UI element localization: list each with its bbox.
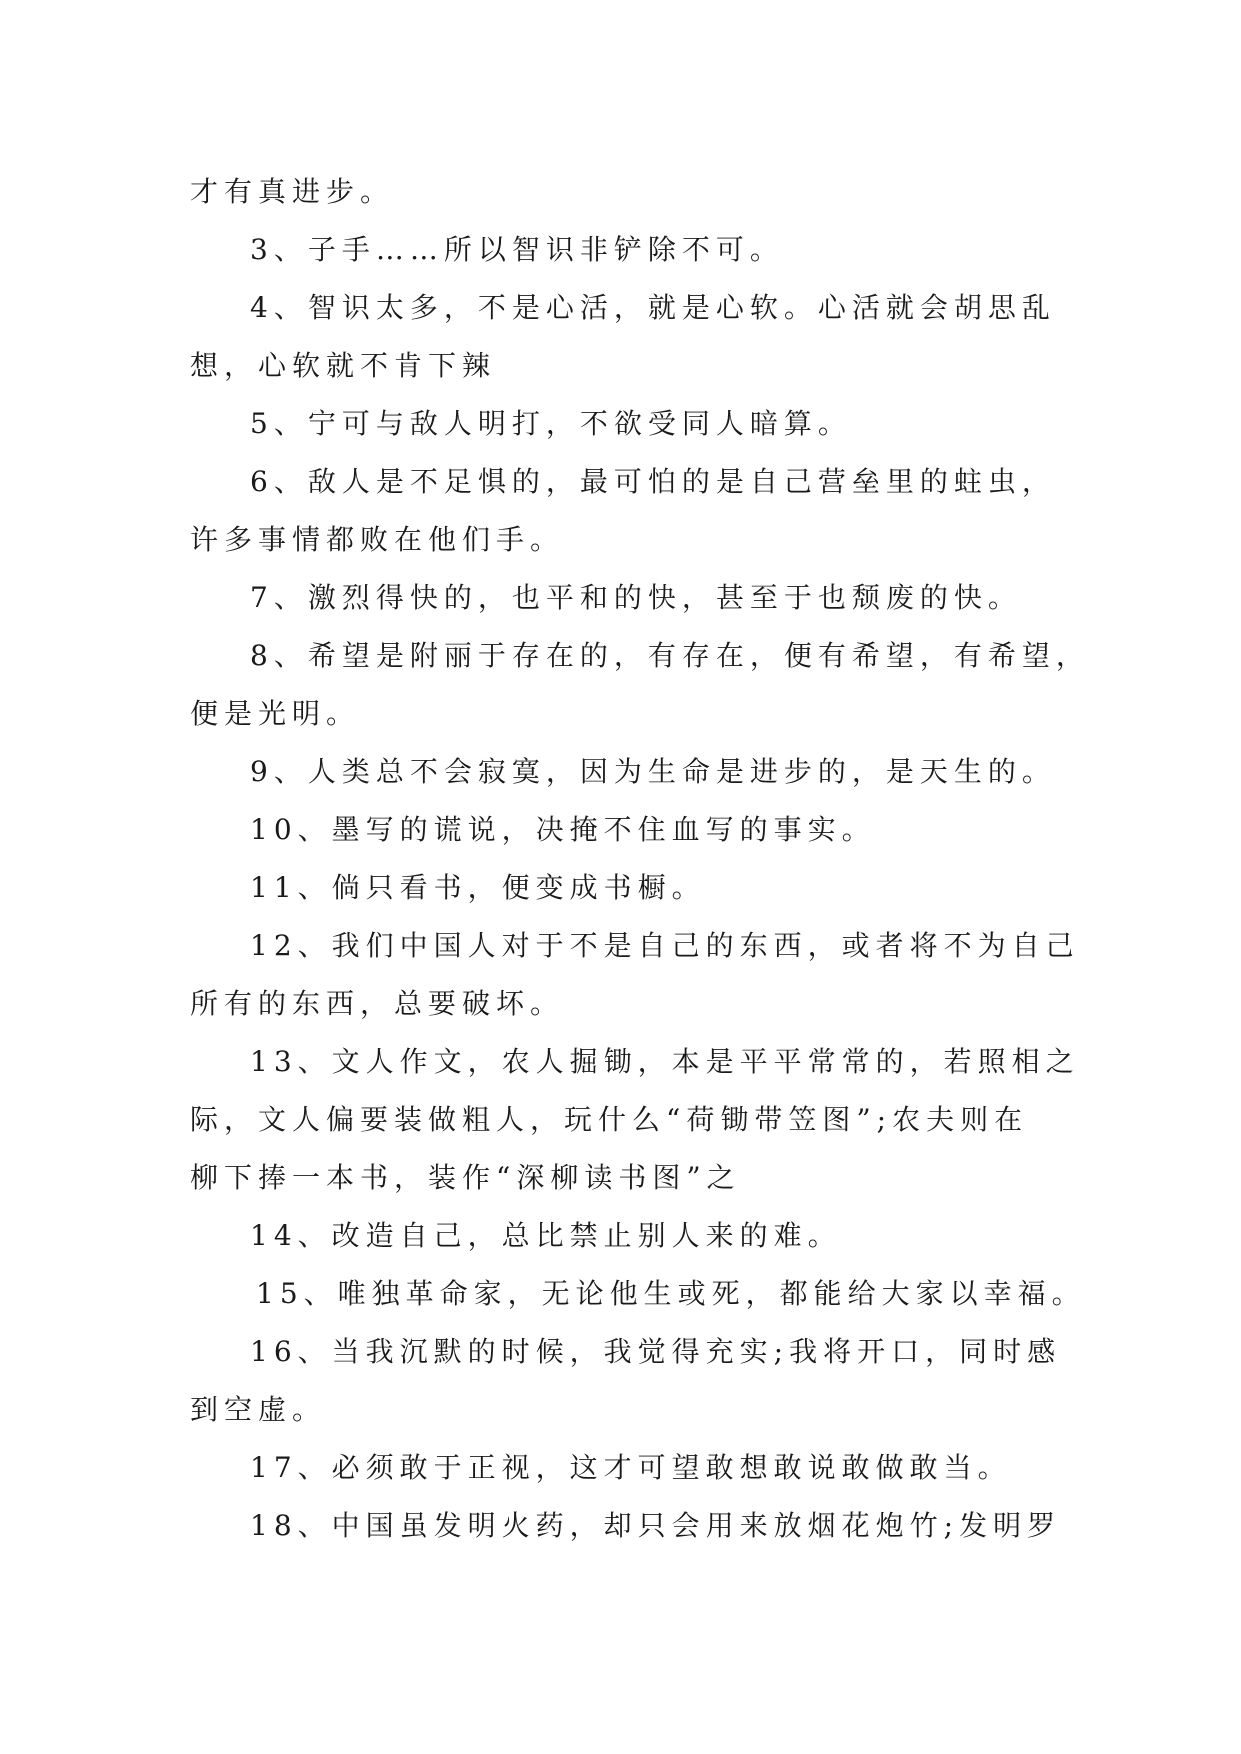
quote-item-9: 9、人类总不会寂寞，因为生命是进步的，是天生的。: [250, 755, 1056, 788]
quote-item-3: 3、子手……所以智识非铲除不可。: [250, 233, 784, 266]
quote-item-17: 17、必须敢于正视，这才可望敢想敢说敢做敢当。: [250, 1451, 1012, 1484]
quote-item-6: 6、敌人是不足惧的，最可怕的是自己营垒里的蛀虫，: [250, 465, 1056, 498]
quote-item-16: 16、当我沉默的时候，我觉得充实;我将开口，同时感: [250, 1335, 1062, 1368]
quote-item-14: 14、改造自己，总比禁止别人来的难。: [250, 1219, 842, 1252]
text-line-continuation: 想，心软就不肯下辣: [190, 349, 497, 382]
text-line-continuation: 便是光明。: [190, 697, 361, 730]
document-body: [190, 163, 1090, 1555]
quote-item-18: 18、中国虽发明火药，却只会用来放烟花炮竹;发明罗: [250, 1509, 1062, 1542]
quote-item-8: 8、希望是附丽于存在的，有存在，便有希望，有希望，: [250, 639, 1090, 672]
text-line-continuation: 许多事情都败在他们手。: [190, 523, 565, 556]
quote-item-10: 10、墨写的谎说，决掩不住血写的事实。: [250, 813, 876, 846]
quote-item-5: 5、宁可与敌人明打，不欲受同人暗算。: [250, 407, 852, 440]
quote-item-12: 12、我们中国人对于不是自己的东西，或者将不为自己: [250, 929, 1080, 962]
text-line-continuation: 柳下捧一本书，装作“深柳读书图”之: [190, 1161, 741, 1194]
quote-item-15: 15、唯独革命家，无论他生或死，都能给大家以幸福。: [256, 1277, 1086, 1310]
quote-item-4: 4、智识太多，不是心活，就是心软。心活就会胡思乱: [250, 291, 1056, 324]
text-line-continuation: 所有的东西，总要破坏。: [190, 987, 565, 1020]
quote-item-13: 13、文人作文，农人掘锄，本是平平常常的，若照相之: [250, 1045, 1080, 1078]
quote-item-11: 11、倘只看书，便变成书橱。: [250, 871, 706, 904]
text-line-continuation: 际，文人偏要装做粗人，玩什么“荷锄带笠图”;农夫则在: [190, 1103, 1029, 1136]
quote-item-7: 7、激烈得快的，也平和的快，甚至于也颓废的快。: [250, 581, 1022, 614]
text-line-continuation: 才有真进步。: [190, 175, 395, 208]
text-line-continuation: 到空虚。: [190, 1393, 327, 1426]
